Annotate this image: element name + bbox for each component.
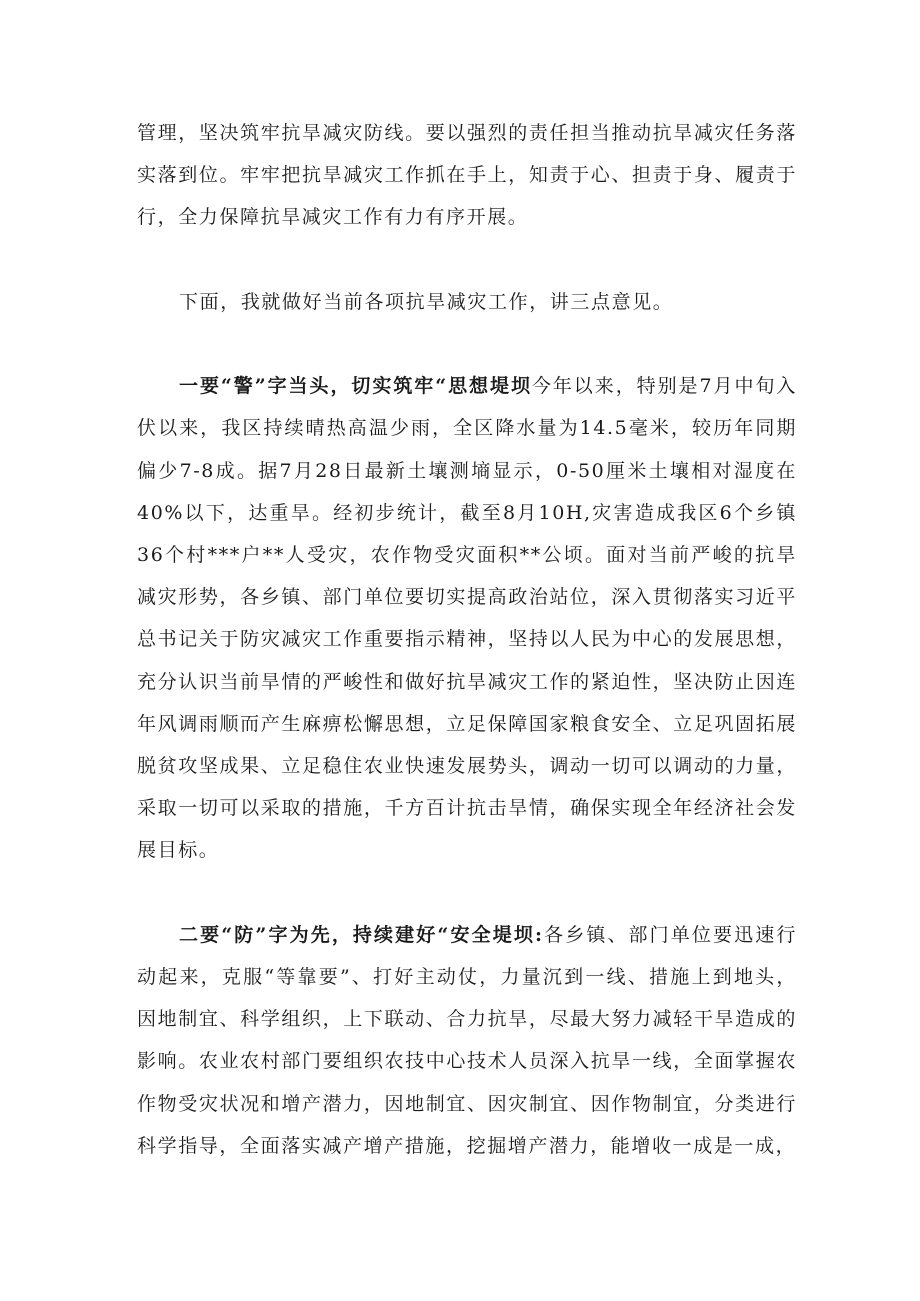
paragraph-gap	[137, 323, 797, 365]
paragraph-text: 下面，我就做好当前各项抗旱减灾工作，讲三点意见。	[179, 290, 674, 313]
paragraph-text: 各乡镇、部门单位要迅速行动起来，克服“等靠要”、打好主动仗，力量沉到一线、措施上到地头，因地制宜、科学组织，上下联动、合力抗旱，尽最大努力减轻干旱造成的影响。农业农村部门要组织农技中心技术人员深入抗旱一线，全面掌握农作物受灾状况和增产潜力，因地制宜、因灾制宜、因作物制宜，分类进行科学指导，全面落实减产增产措施，挖掘增产潜力，能增收一成是一成，	[137, 923, 798, 1157]
paragraph-point-one	[137, 365, 797, 871]
paragraph-gap	[137, 239, 797, 281]
point-two-heading: 二要“防”字为先，持续建好“安全堤坝:	[179, 923, 544, 946]
paragraph-gap	[137, 872, 797, 914]
paragraph-point-two	[137, 914, 797, 1167]
paragraph-intro	[137, 281, 797, 323]
document-body	[137, 112, 797, 1167]
point-one-heading: 一要“警”字当头，切实筑牢“思想堤坝	[179, 375, 532, 398]
paragraph-continuation	[137, 112, 797, 239]
paragraph-text: 今年以来，特别是7月中旬入伏以来，我区持续晴热高温少雨，全区降水量为14.5毫米，较历年同期偏少7-8成。据7月28日最新土壤测墒显示，0-50厘米土壤相对湿度在40%以下，达重旱。经初步统计，截至8月10H,灾害造成我区6个乡镇36个村***户**人受灾，农作物受灾面积**公顷。面对当前严峻的抗旱减灾形势，各乡镇、部门单位要切实提高政治站位，深入贯彻落实习近平总书记关于防灾减灾工作重要指示精神，坚持以人民为中心的发展思想，充分认识当前旱情的严峻性和做好抗旱减灾工作的紧迫性，坚决防止因连年风调雨顺而产生麻痹松懈思想，立足保障国家粮食安全、立足巩固拓展脱贫攻坚成果、立足稳住农业快速发展势头，调动一切可以调动的力量，采取一切可以采取的措施，千方百计抗击旱情，确保实现全年经济社会发展目标。	[137, 375, 798, 862]
paragraph-text: 管理，坚决筑牢抗旱减灾防线。要以强烈的责任担当推动抗旱减灾任务落实落到位。牢牢把抗旱减灾工作抓在手上，知责于心、担责于身、履责于行，全力保障抗旱减灾工作有力有序开展。	[137, 122, 797, 229]
